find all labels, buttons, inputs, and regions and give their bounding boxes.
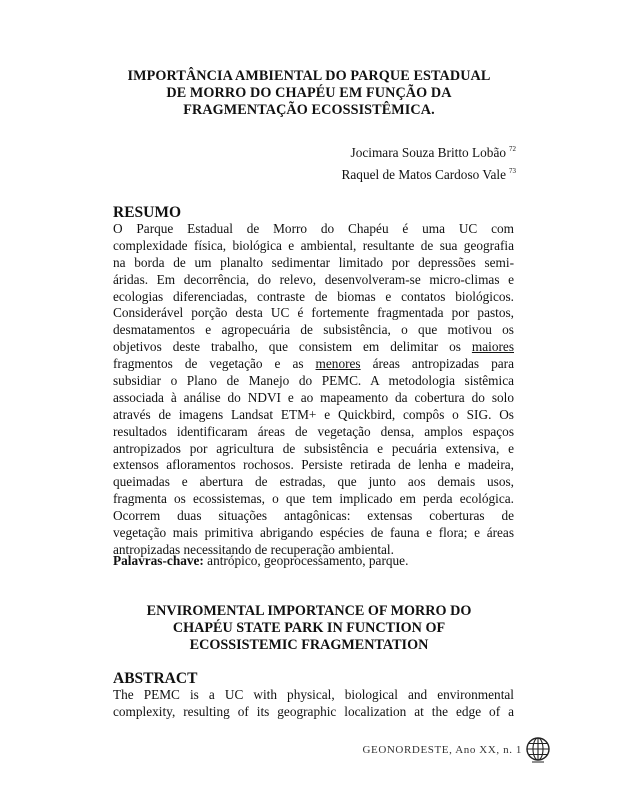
title-line: ENVIROMENTAL IMPORTANCE OF MORRO DO — [146, 603, 472, 619]
text-line: objetivos deste trabalho, que consistem em delimitar os maiores — [113, 339, 514, 355]
author-name: Jocimara Souza Britto Lobão — [350, 145, 506, 160]
title-line: IMPORTÂNCIA AMBIENTAL DO PARQUE ESTADUAL — [127, 68, 491, 84]
text-line: desmatamentos e agropecuária de subsistência, o que motivou os — [113, 322, 514, 338]
text-line: áridas. Em decorrência, do relevo, desenvolveram-se micro-climas e — [113, 271, 514, 287]
resumo-heading: RESUMO — [113, 204, 182, 221]
text-line: The PEMC is a UC with physical, biological and environmental — [113, 687, 514, 702]
title-line: FRAGMENTAÇÃO ECOSSISTÊMICA. — [183, 102, 435, 118]
author-list — [342, 140, 516, 184]
text-line: queimadas e abertura de estradas, que junto aos demais usos, — [113, 474, 514, 490]
globe-icon — [524, 736, 552, 764]
keywords-list: antrópico, geoprocessamento, parque. — [203, 553, 409, 568]
abstract-body — [113, 687, 514, 721]
text-line: Ocorrem duas situações antagônicas: extensas coberturas de — [113, 508, 514, 524]
resumo-body — [113, 221, 514, 559]
text-line: associada à análise do NDVI e ao mapeamento da cobertura do solo — [113, 389, 514, 405]
text-line: fragmenta os ecossistemas, o que tem implicado em perda ecológica. — [113, 491, 514, 507]
keywords — [113, 552, 514, 569]
author-name: Raquel de Matos Cardoso Vale — [341, 167, 506, 182]
text-line: complexity, resulting of its geographic localization at the edge of a — [113, 703, 514, 719]
underlined-word: menores — [315, 356, 361, 372]
text-line: antropizados por agricultura de subsistência e pecuária extensiva, e — [113, 440, 514, 456]
title-line: CHAPÉU STATE PARK IN FUNCTION OF — [172, 620, 446, 636]
title-portuguese — [100, 68, 518, 119]
author-footnote-ref: 73 — [509, 167, 516, 175]
text-line: antropizadas necessitando de recuperação ambiental. — [113, 541, 394, 557]
text-line: complexidade física, biológica e ambiental, resultante de sua geografia — [113, 237, 514, 253]
text-line: fragmentos de vegetação e as menores áreas antropizadas para — [113, 356, 514, 372]
title-line: DE MORRO DO CHAPÉU EM FUNÇÃO DA — [166, 85, 452, 101]
author — [342, 162, 516, 184]
text-line: subsidiar o Plano de Manejo do PEMC. A metodologia sistêmica — [113, 373, 514, 389]
journal-footer: GEONORDESTE, Ano XX, n. 1 — [362, 744, 522, 756]
underlined-word: maiores — [471, 339, 514, 355]
abstract-heading: ABSTRACT — [113, 670, 198, 687]
text-line: O Parque Estadual de Morro do Chapéu é uma UC com — [113, 221, 514, 236]
text-line: extensos afloramentos rochosos. Persiste retirada de lenha e madeira, — [113, 457, 514, 473]
text-line: ecologias diferenciadas, contraste de biomas e contatos biológicos. — [113, 288, 514, 304]
keywords-label: Palavras-chave: — [113, 553, 204, 568]
text-line: através de imagens Landsat ETM+ e Quickbird, compôs o SIG. Os — [113, 406, 514, 422]
title-line: ECOSSISTEMIC FRAGMENTATION — [189, 637, 429, 653]
text-line: Considerável porção desta UC é fortemente fragmentada por pastos, — [113, 305, 514, 321]
author-footnote-ref: 72 — [509, 145, 516, 153]
text-line: vegetação mais primitiva abrigando espécies de fauna e flora; e áreas — [113, 525, 514, 541]
title-english — [100, 603, 518, 654]
text-line: resultados identificaram áreas de vegetação densa, amplos espaços — [113, 423, 514, 439]
author — [342, 140, 516, 162]
text-line: na borda de um planalto sedimentar limitado por depressões semi- — [113, 254, 514, 270]
